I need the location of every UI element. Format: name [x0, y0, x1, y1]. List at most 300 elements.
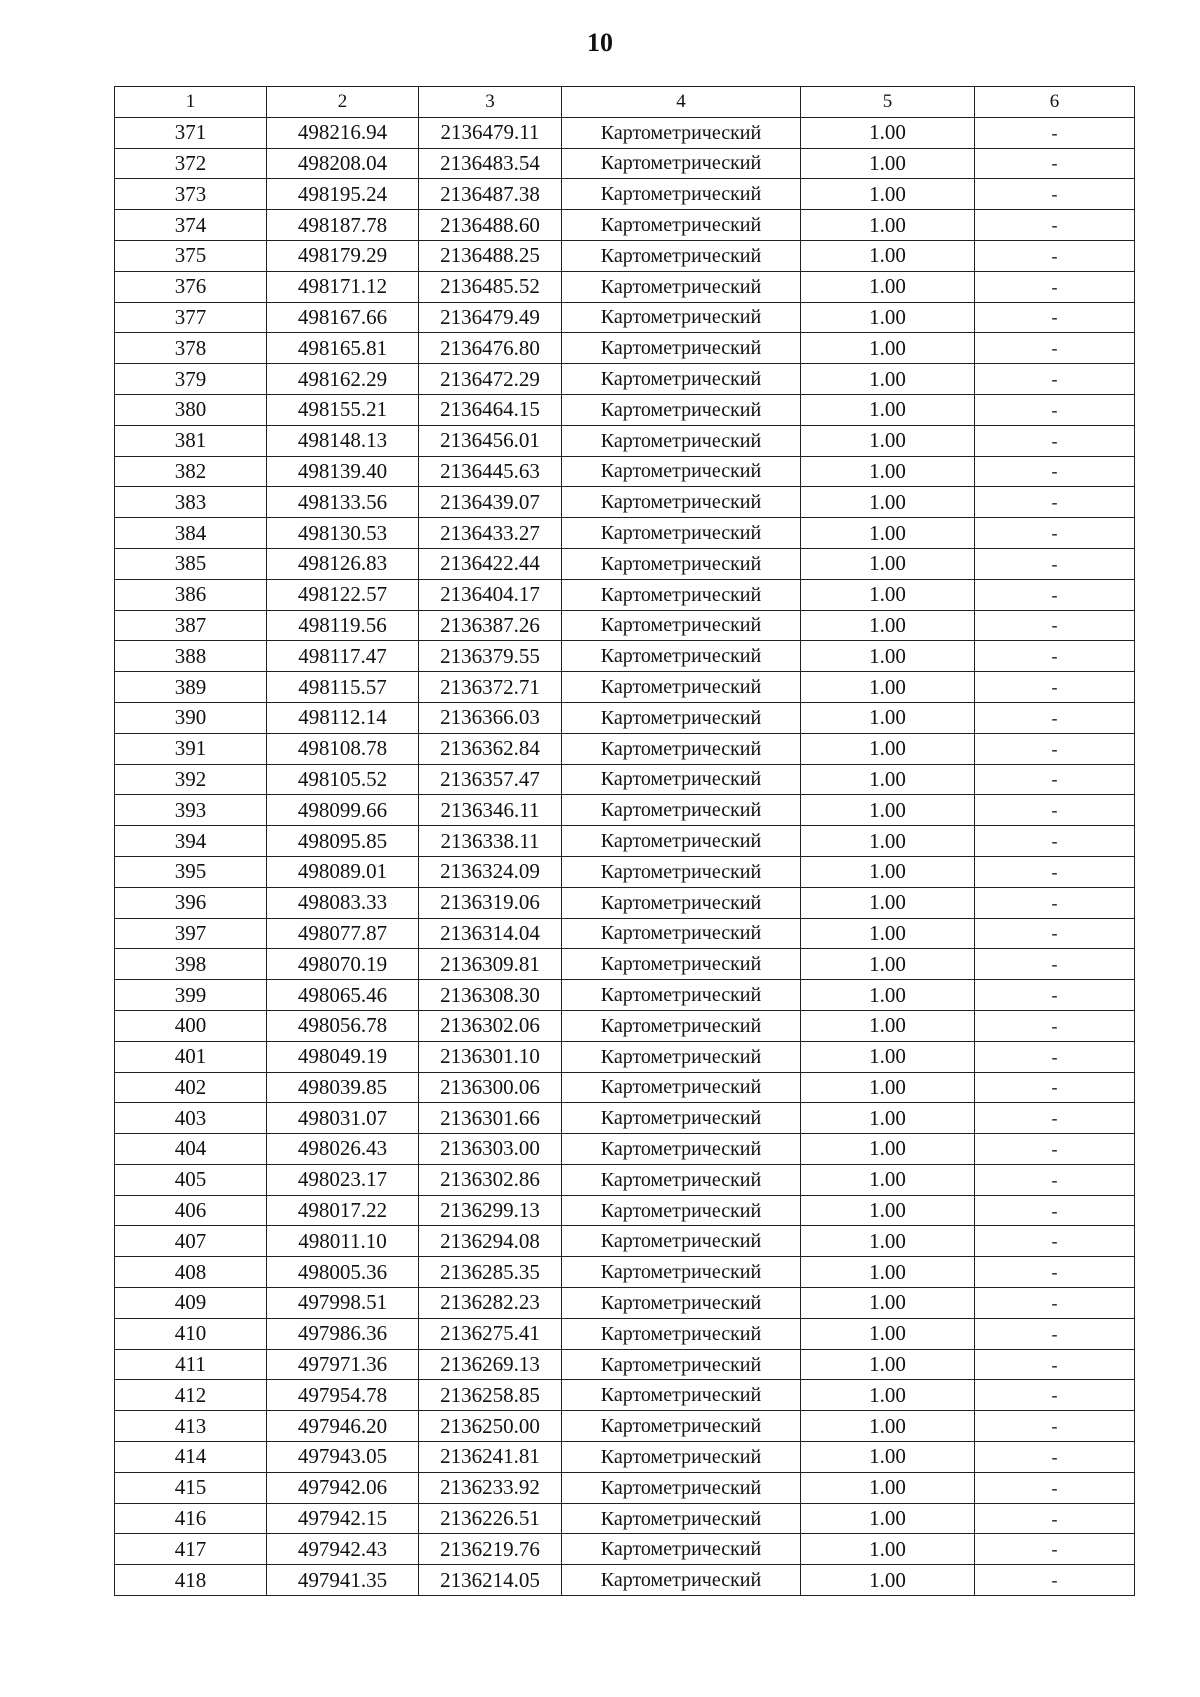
description-cell: -	[975, 1380, 1135, 1411]
point-number-cell: 412	[115, 1380, 267, 1411]
description-cell: -	[975, 333, 1135, 364]
method-cell: Картометрический	[562, 1503, 801, 1534]
accuracy-cell: 1.00	[801, 918, 975, 949]
description-cell: -	[975, 1318, 1135, 1349]
accuracy-cell: 1.00	[801, 240, 975, 271]
x-coordinate-cell: 498023.17	[267, 1164, 419, 1195]
table-row	[115, 1195, 1135, 1226]
point-number-cell: 387	[115, 610, 267, 641]
y-coordinate-cell: 2136301.66	[419, 1103, 562, 1134]
method-cell: Картометрический	[562, 210, 801, 241]
column-header: 3	[419, 87, 562, 118]
point-number-cell: 373	[115, 179, 267, 210]
accuracy-cell: 1.00	[801, 1503, 975, 1534]
point-number-cell: 396	[115, 887, 267, 918]
x-coordinate-cell: 497954.78	[267, 1380, 419, 1411]
accuracy-cell: 1.00	[801, 1103, 975, 1134]
table-row	[115, 641, 1135, 672]
point-number-cell: 374	[115, 210, 267, 241]
y-coordinate-cell: 2136303.00	[419, 1134, 562, 1165]
description-cell: -	[975, 1288, 1135, 1319]
point-number-cell: 413	[115, 1411, 267, 1442]
table-row	[115, 733, 1135, 764]
point-number-cell: 404	[115, 1134, 267, 1165]
x-coordinate-cell: 498108.78	[267, 733, 419, 764]
y-coordinate-cell: 2136439.07	[419, 487, 562, 518]
y-coordinate-cell: 2136214.05	[419, 1565, 562, 1596]
description-cell: -	[975, 887, 1135, 918]
point-number-cell: 389	[115, 672, 267, 703]
x-coordinate-cell: 498119.56	[267, 610, 419, 641]
point-number-cell: 381	[115, 425, 267, 456]
point-number-cell: 390	[115, 702, 267, 733]
point-number-cell: 406	[115, 1195, 267, 1226]
accuracy-cell: 1.00	[801, 702, 975, 733]
y-coordinate-cell: 2136294.08	[419, 1226, 562, 1257]
point-number-cell: 415	[115, 1472, 267, 1503]
y-coordinate-cell: 2136464.15	[419, 394, 562, 425]
table-row	[115, 1411, 1135, 1442]
coordinates-table	[114, 86, 1135, 1596]
x-coordinate-cell: 498139.40	[267, 456, 419, 487]
accuracy-cell: 1.00	[801, 672, 975, 703]
table-row	[115, 1349, 1135, 1380]
method-cell: Картометрический	[562, 394, 801, 425]
column-header: 2	[267, 87, 419, 118]
point-number-cell: 408	[115, 1257, 267, 1288]
accuracy-cell: 1.00	[801, 1041, 975, 1072]
description-cell: -	[975, 826, 1135, 857]
y-coordinate-cell: 2136479.49	[419, 302, 562, 333]
method-cell: Картометрический	[562, 918, 801, 949]
x-coordinate-cell: 497986.36	[267, 1318, 419, 1349]
point-number-cell: 384	[115, 518, 267, 549]
accuracy-cell: 1.00	[801, 1257, 975, 1288]
method-cell: Картометрический	[562, 887, 801, 918]
description-cell: -	[975, 1010, 1135, 1041]
x-coordinate-cell: 498083.33	[267, 887, 419, 918]
description-cell: -	[975, 1041, 1135, 1072]
description-cell: -	[975, 518, 1135, 549]
method-cell: Картометрический	[562, 456, 801, 487]
method-cell: Картометрический	[562, 1195, 801, 1226]
x-coordinate-cell: 498056.78	[267, 1010, 419, 1041]
method-cell: Картометрический	[562, 364, 801, 395]
x-coordinate-cell: 497942.06	[267, 1472, 419, 1503]
table-row	[115, 1534, 1135, 1565]
accuracy-cell: 1.00	[801, 826, 975, 857]
accuracy-cell: 1.00	[801, 980, 975, 1011]
method-cell: Картометрический	[562, 1442, 801, 1473]
y-coordinate-cell: 2136233.92	[419, 1472, 562, 1503]
x-coordinate-cell: 498126.83	[267, 548, 419, 579]
x-coordinate-cell: 498011.10	[267, 1226, 419, 1257]
x-coordinate-cell: 498017.22	[267, 1195, 419, 1226]
description-cell: -	[975, 918, 1135, 949]
description-cell: -	[975, 456, 1135, 487]
method-cell: Картометрический	[562, 117, 801, 148]
accuracy-cell: 1.00	[801, 302, 975, 333]
method-cell: Картометрический	[562, 1103, 801, 1134]
table-row	[115, 1134, 1135, 1165]
method-cell: Картометрический	[562, 949, 801, 980]
table-row	[115, 1503, 1135, 1534]
x-coordinate-cell: 498179.29	[267, 240, 419, 271]
point-number-cell: 400	[115, 1010, 267, 1041]
point-number-cell: 385	[115, 548, 267, 579]
point-number-cell: 393	[115, 795, 267, 826]
accuracy-cell: 1.00	[801, 148, 975, 179]
description-cell: -	[975, 1349, 1135, 1380]
accuracy-cell: 1.00	[801, 1411, 975, 1442]
x-coordinate-cell: 498089.01	[267, 856, 419, 887]
description-cell: -	[975, 579, 1135, 610]
table-row	[115, 1010, 1135, 1041]
accuracy-cell: 1.00	[801, 1442, 975, 1473]
x-coordinate-cell: 498115.57	[267, 672, 419, 703]
point-number-cell: 405	[115, 1164, 267, 1195]
table-row	[115, 1565, 1135, 1596]
y-coordinate-cell: 2136456.01	[419, 425, 562, 456]
description-cell: -	[975, 980, 1135, 1011]
y-coordinate-cell: 2136300.06	[419, 1072, 562, 1103]
table-row	[115, 1041, 1135, 1072]
point-number-cell: 409	[115, 1288, 267, 1319]
description-cell: -	[975, 764, 1135, 795]
point-number-cell: 407	[115, 1226, 267, 1257]
table-body	[115, 117, 1135, 1595]
x-coordinate-cell: 497941.35	[267, 1565, 419, 1596]
accuracy-cell: 1.00	[801, 487, 975, 518]
y-coordinate-cell: 2136422.44	[419, 548, 562, 579]
method-cell: Картометрический	[562, 302, 801, 333]
x-coordinate-cell: 497971.36	[267, 1349, 419, 1380]
accuracy-cell: 1.00	[801, 579, 975, 610]
method-cell: Картометрический	[562, 1226, 801, 1257]
description-cell: -	[975, 302, 1135, 333]
y-coordinate-cell: 2136372.71	[419, 672, 562, 703]
table-header-row	[115, 87, 1135, 118]
x-coordinate-cell: 498105.52	[267, 764, 419, 795]
point-number-cell: 399	[115, 980, 267, 1011]
y-coordinate-cell: 2136445.63	[419, 456, 562, 487]
x-coordinate-cell: 498077.87	[267, 918, 419, 949]
point-number-cell: 391	[115, 733, 267, 764]
description-cell: -	[975, 1164, 1135, 1195]
accuracy-cell: 1.00	[801, 1010, 975, 1041]
x-coordinate-cell: 498171.12	[267, 271, 419, 302]
method-cell: Картометрический	[562, 610, 801, 641]
y-coordinate-cell: 2136366.03	[419, 702, 562, 733]
y-coordinate-cell: 2136241.81	[419, 1442, 562, 1473]
y-coordinate-cell: 2136319.06	[419, 887, 562, 918]
point-number-cell: 395	[115, 856, 267, 887]
y-coordinate-cell: 2136476.80	[419, 333, 562, 364]
accuracy-cell: 1.00	[801, 1380, 975, 1411]
method-cell: Картометрический	[562, 548, 801, 579]
description-cell: -	[975, 425, 1135, 456]
point-number-cell: 411	[115, 1349, 267, 1380]
x-coordinate-cell: 498130.53	[267, 518, 419, 549]
table-row	[115, 980, 1135, 1011]
point-number-cell: 383	[115, 487, 267, 518]
table-row	[115, 210, 1135, 241]
description-cell: -	[975, 240, 1135, 271]
table-row	[115, 179, 1135, 210]
description-cell: -	[975, 117, 1135, 148]
description-cell: -	[975, 1103, 1135, 1134]
description-cell: -	[975, 1472, 1135, 1503]
y-coordinate-cell: 2136346.11	[419, 795, 562, 826]
table-row	[115, 271, 1135, 302]
y-coordinate-cell: 2136324.09	[419, 856, 562, 887]
table-row	[115, 394, 1135, 425]
description-cell: -	[975, 1134, 1135, 1165]
x-coordinate-cell: 498187.78	[267, 210, 419, 241]
point-number-cell: 418	[115, 1565, 267, 1596]
method-cell: Картометрический	[562, 1010, 801, 1041]
column-header: 5	[801, 87, 975, 118]
accuracy-cell: 1.00	[801, 610, 975, 641]
point-number-cell: 410	[115, 1318, 267, 1349]
description-cell: -	[975, 1565, 1135, 1596]
description-cell: -	[975, 795, 1135, 826]
accuracy-cell: 1.00	[801, 333, 975, 364]
description-cell: -	[975, 1411, 1135, 1442]
x-coordinate-cell: 498026.43	[267, 1134, 419, 1165]
method-cell: Картометрический	[562, 1534, 801, 1565]
method-cell: Картометрический	[562, 1041, 801, 1072]
y-coordinate-cell: 2136357.47	[419, 764, 562, 795]
accuracy-cell: 1.00	[801, 1472, 975, 1503]
accuracy-cell: 1.00	[801, 1349, 975, 1380]
method-cell: Картометрический	[562, 856, 801, 887]
method-cell: Картометрический	[562, 1257, 801, 1288]
table-row	[115, 1288, 1135, 1319]
method-cell: Картометрический	[562, 702, 801, 733]
table-row	[115, 1380, 1135, 1411]
accuracy-cell: 1.00	[801, 425, 975, 456]
y-coordinate-cell: 2136282.23	[419, 1288, 562, 1319]
y-coordinate-cell: 2136433.27	[419, 518, 562, 549]
accuracy-cell: 1.00	[801, 394, 975, 425]
description-cell: -	[975, 210, 1135, 241]
method-cell: Картометрический	[562, 764, 801, 795]
point-number-cell: 414	[115, 1442, 267, 1473]
table-row	[115, 456, 1135, 487]
table-row	[115, 949, 1135, 980]
y-coordinate-cell: 2136379.55	[419, 641, 562, 672]
y-coordinate-cell: 2136250.00	[419, 1411, 562, 1442]
table-row	[115, 240, 1135, 271]
table-row	[115, 1472, 1135, 1503]
description-cell: -	[975, 487, 1135, 518]
x-coordinate-cell: 498148.13	[267, 425, 419, 456]
x-coordinate-cell: 498117.47	[267, 641, 419, 672]
x-coordinate-cell: 498049.19	[267, 1041, 419, 1072]
accuracy-cell: 1.00	[801, 117, 975, 148]
page-number: 10	[587, 28, 613, 57]
x-coordinate-cell: 498162.29	[267, 364, 419, 395]
method-cell: Картометрический	[562, 641, 801, 672]
description-cell: -	[975, 1442, 1135, 1473]
y-coordinate-cell: 2136275.41	[419, 1318, 562, 1349]
point-number-cell: 397	[115, 918, 267, 949]
point-number-cell: 378	[115, 333, 267, 364]
method-cell: Картометрический	[562, 795, 801, 826]
description-cell: -	[975, 610, 1135, 641]
point-number-cell: 402	[115, 1072, 267, 1103]
table-row	[115, 672, 1135, 703]
accuracy-cell: 1.00	[801, 764, 975, 795]
table-row	[115, 425, 1135, 456]
accuracy-cell: 1.00	[801, 1534, 975, 1565]
description-cell: -	[975, 1534, 1135, 1565]
x-coordinate-cell: 498039.85	[267, 1072, 419, 1103]
method-cell: Картометрический	[562, 179, 801, 210]
y-coordinate-cell: 2136404.17	[419, 579, 562, 610]
y-coordinate-cell: 2136269.13	[419, 1349, 562, 1380]
point-number-cell: 371	[115, 117, 267, 148]
description-cell: -	[975, 949, 1135, 980]
y-coordinate-cell: 2136258.85	[419, 1380, 562, 1411]
x-coordinate-cell: 498065.46	[267, 980, 419, 1011]
method-cell: Картометрический	[562, 1134, 801, 1165]
table-row	[115, 1103, 1135, 1134]
table-row	[115, 1072, 1135, 1103]
accuracy-cell: 1.00	[801, 548, 975, 579]
point-number-cell: 398	[115, 949, 267, 980]
point-number-cell: 388	[115, 641, 267, 672]
accuracy-cell: 1.00	[801, 1318, 975, 1349]
table-row	[115, 518, 1135, 549]
x-coordinate-cell: 498112.14	[267, 702, 419, 733]
x-coordinate-cell: 498070.19	[267, 949, 419, 980]
point-number-cell: 386	[115, 579, 267, 610]
accuracy-cell: 1.00	[801, 1164, 975, 1195]
x-coordinate-cell: 498133.56	[267, 487, 419, 518]
description-cell: -	[975, 548, 1135, 579]
y-coordinate-cell: 2136308.30	[419, 980, 562, 1011]
y-coordinate-cell: 2136338.11	[419, 826, 562, 857]
description-cell: -	[975, 1195, 1135, 1226]
description-cell: -	[975, 394, 1135, 425]
y-coordinate-cell: 2136488.60	[419, 210, 562, 241]
y-coordinate-cell: 2136362.84	[419, 733, 562, 764]
point-number-cell: 417	[115, 1534, 267, 1565]
description-cell: -	[975, 364, 1135, 395]
y-coordinate-cell: 2136309.81	[419, 949, 562, 980]
point-number-cell: 380	[115, 394, 267, 425]
x-coordinate-cell: 498031.07	[267, 1103, 419, 1134]
method-cell: Картометрический	[562, 579, 801, 610]
x-coordinate-cell: 497946.20	[267, 1411, 419, 1442]
x-coordinate-cell: 498095.85	[267, 826, 419, 857]
method-cell: Картометрический	[562, 1072, 801, 1103]
x-coordinate-cell: 498005.36	[267, 1257, 419, 1288]
x-coordinate-cell: 498099.66	[267, 795, 419, 826]
x-coordinate-cell: 497942.15	[267, 1503, 419, 1534]
method-cell: Картометрический	[562, 425, 801, 456]
point-number-cell: 394	[115, 826, 267, 857]
accuracy-cell: 1.00	[801, 1072, 975, 1103]
y-coordinate-cell: 2136226.51	[419, 1503, 562, 1534]
accuracy-cell: 1.00	[801, 364, 975, 395]
y-coordinate-cell: 2136302.06	[419, 1010, 562, 1041]
x-coordinate-cell: 498195.24	[267, 179, 419, 210]
method-cell: Картометрический	[562, 1411, 801, 1442]
accuracy-cell: 1.00	[801, 733, 975, 764]
point-number-cell: 377	[115, 302, 267, 333]
table-row	[115, 148, 1135, 179]
x-coordinate-cell: 498216.94	[267, 117, 419, 148]
x-coordinate-cell: 498122.57	[267, 579, 419, 610]
method-cell: Картометрический	[562, 672, 801, 703]
method-cell: Картометрический	[562, 980, 801, 1011]
point-number-cell: 403	[115, 1103, 267, 1134]
point-number-cell: 376	[115, 271, 267, 302]
method-cell: Картометрический	[562, 148, 801, 179]
x-coordinate-cell: 498167.66	[267, 302, 419, 333]
table-row	[115, 579, 1135, 610]
method-cell: Картометрический	[562, 1380, 801, 1411]
table-row	[115, 1318, 1135, 1349]
table-row	[115, 1257, 1135, 1288]
column-header: 4	[562, 87, 801, 118]
table-row	[115, 856, 1135, 887]
accuracy-cell: 1.00	[801, 795, 975, 826]
table-row	[115, 918, 1135, 949]
method-cell: Картометрический	[562, 826, 801, 857]
method-cell: Картометрический	[562, 1164, 801, 1195]
point-number-cell: 375	[115, 240, 267, 271]
y-coordinate-cell: 2136299.13	[419, 1195, 562, 1226]
method-cell: Картометрический	[562, 733, 801, 764]
point-number-cell: 392	[115, 764, 267, 795]
x-coordinate-cell: 498165.81	[267, 333, 419, 364]
accuracy-cell: 1.00	[801, 856, 975, 887]
table-row	[115, 364, 1135, 395]
accuracy-cell: 1.00	[801, 456, 975, 487]
table-row	[115, 1226, 1135, 1257]
x-coordinate-cell: 497998.51	[267, 1288, 419, 1319]
y-coordinate-cell: 2136479.11	[419, 117, 562, 148]
description-cell: -	[975, 148, 1135, 179]
table-row	[115, 610, 1135, 641]
description-cell: -	[975, 1226, 1135, 1257]
accuracy-cell: 1.00	[801, 518, 975, 549]
x-coordinate-cell: 497943.05	[267, 1442, 419, 1473]
table-row	[115, 826, 1135, 857]
y-coordinate-cell: 2136488.25	[419, 240, 562, 271]
description-cell: -	[975, 856, 1135, 887]
accuracy-cell: 1.00	[801, 1226, 975, 1257]
table-row	[115, 333, 1135, 364]
y-coordinate-cell: 2136485.52	[419, 271, 562, 302]
y-coordinate-cell: 2136387.26	[419, 610, 562, 641]
accuracy-cell: 1.00	[801, 949, 975, 980]
column-header: 1	[115, 87, 267, 118]
table-row	[115, 764, 1135, 795]
accuracy-cell: 1.00	[801, 210, 975, 241]
y-coordinate-cell: 2136301.10	[419, 1041, 562, 1072]
method-cell: Картометрический	[562, 1472, 801, 1503]
y-coordinate-cell: 2136302.86	[419, 1164, 562, 1195]
point-number-cell: 401	[115, 1041, 267, 1072]
y-coordinate-cell: 2136219.76	[419, 1534, 562, 1565]
method-cell: Картометрический	[562, 1288, 801, 1319]
x-coordinate-cell: 498208.04	[267, 148, 419, 179]
